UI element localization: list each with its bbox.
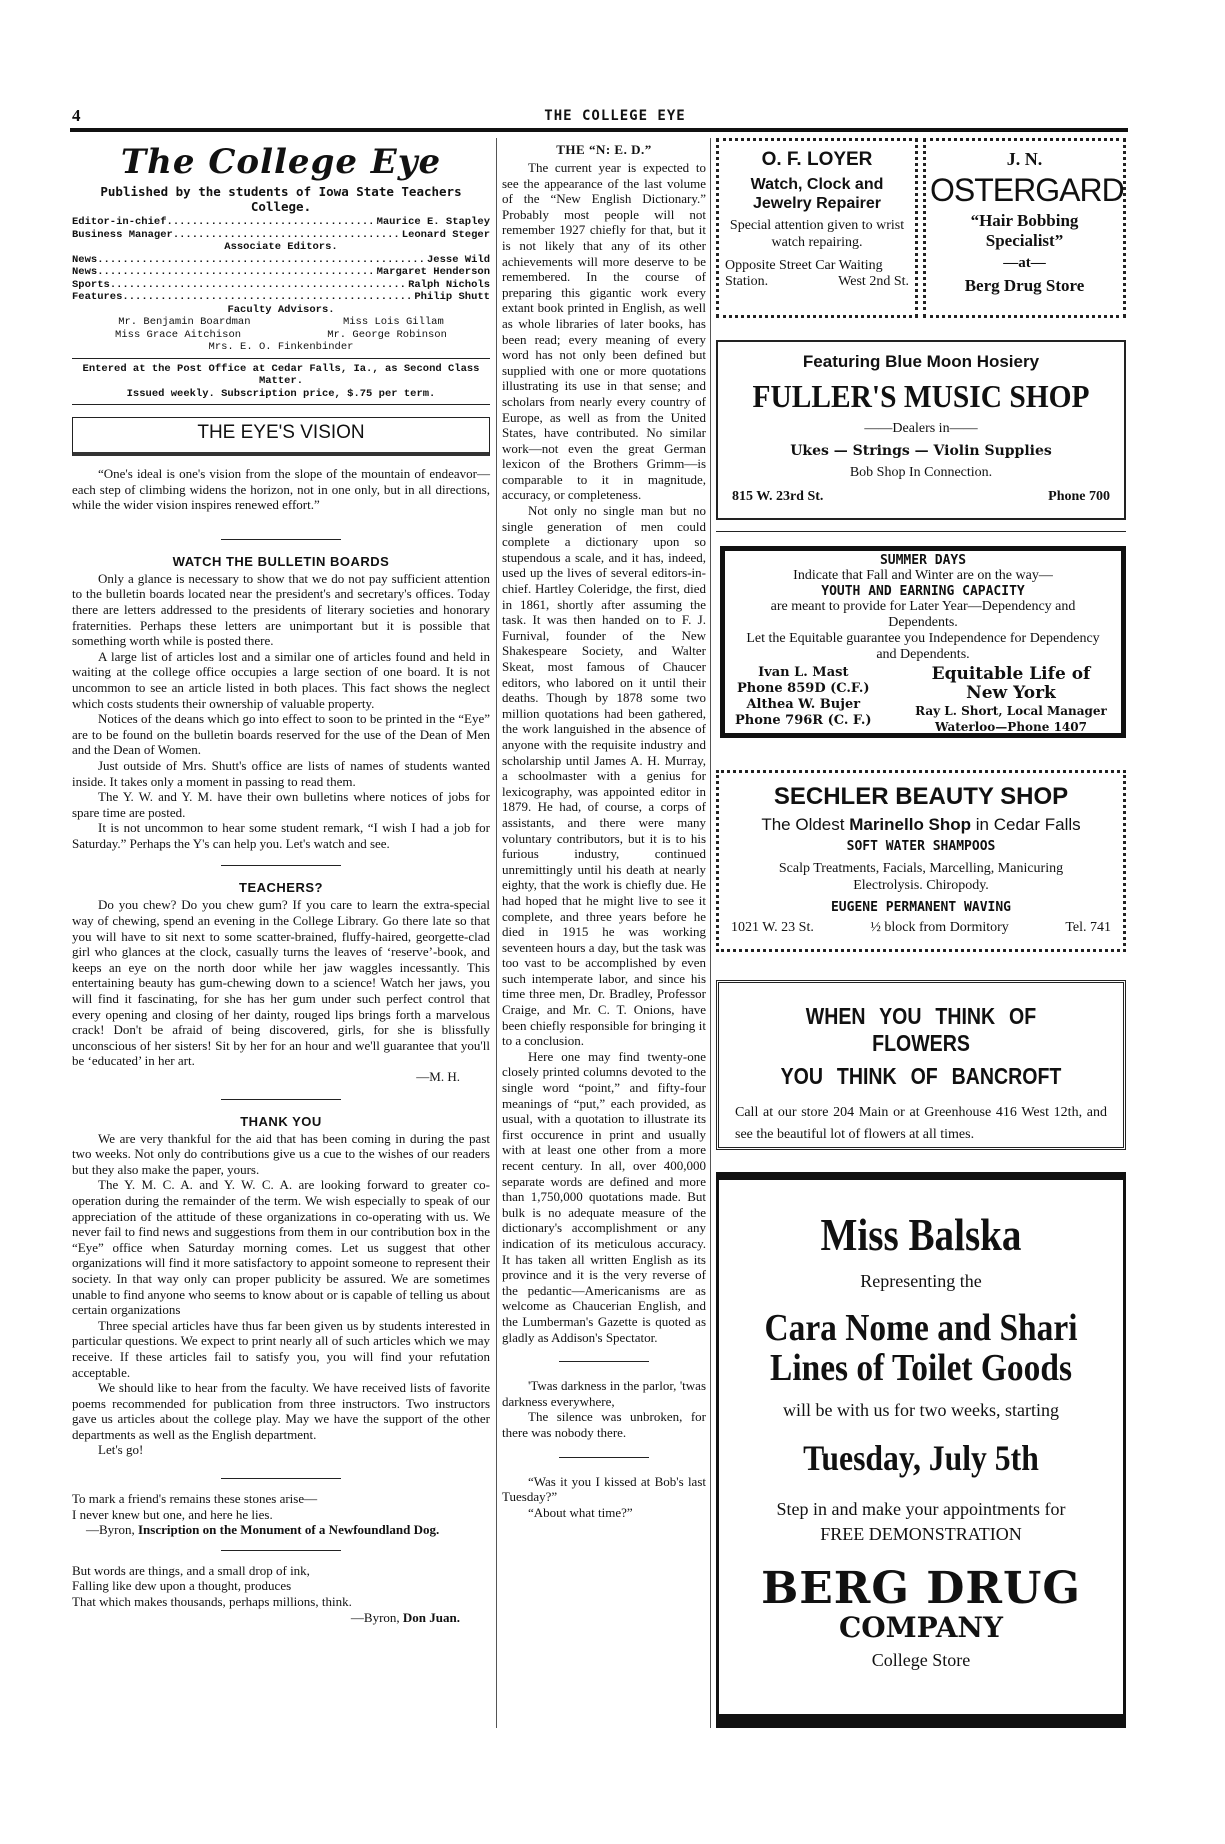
byron-verse-2: [72, 1563, 490, 1625]
paragraph: Let's go!: [98, 1442, 144, 1458]
verse-line: Falling like dew upon a thought, produces: [72, 1578, 292, 1594]
ad-bancroft: [716, 980, 1126, 1150]
staff-name: Margaret Henderson: [376, 266, 490, 278]
ad-text: Indicate that Fall and Winter are on the way—: [793, 568, 1053, 583]
paragraph: Just outside of Mrs. Shutt's office are lists of names of students wanted inside. It takes only a moment in passing to read them.: [72, 757, 490, 789]
staff-role: Editor-in-chief: [72, 216, 167, 228]
paragraph: Here one may find twenty-one closely printed columns devoted to the single word “point,” and fifty-four meanings of “put,” each provided, as usual, with a quotation to illustrate its first occurence in print and usually with at least one other from a more recent century. In all, over 400,000 separate words are defined and more than 1,750,000 quotations made. But bulk is no adequate measure of the dictionary's accomplishment or any indication of its meticulous accuracy. It has taken all written English as its province and it is the very reverse of the pedantic—Americanisms are as welcome as Chaucerian English, and the Lumberman's Gazette is quoted as gladly as Addison's Spectator.: [502, 1048, 706, 1345]
teachers-title: TEACHERS?: [239, 880, 323, 896]
agent-phone: Phone 796R (C. F.): [735, 713, 872, 728]
column-2: [502, 140, 706, 1520]
published-by: Published by the students of Iowa State Teachers College.: [100, 184, 462, 214]
staff-role: News: [72, 266, 98, 278]
advisor: Miss Grace Aitchison: [115, 328, 242, 341]
paragraph: The Y. W. and Y. M. have their own bulletins where notices of jobs for spare time are posted.: [72, 789, 490, 820]
ad-address: West 2nd St.: [838, 274, 909, 289]
ad-text: Special attention given to wrist watch repairing.: [729, 218, 905, 250]
paragraph: The Y. M. C. A. and Y. W. C. A. are looking forward to greater co-operation during the remainder of the term. We wish especially to speak of our appreciation of the attitude of these organizations in co-operating with us. We never fail to find news and suggestions from them in our contribution box in the “Eye” office when Saturday morning comes. Let us suggest that other organizations will find it more satisfactory to appoint someone to represent their society. In that way only can proper publicity be assured. We are sometimes unable to find anyone who seems to know about or is capable of telling us about certain organizations: [72, 1177, 490, 1318]
header-rule: [70, 128, 1128, 132]
ad-text: Let the Equitable guarantee you Independence for Dependency and Dependents.: [746, 631, 1100, 662]
ad-text: are meant to provide for Later Year—Dependency and Dependents.: [770, 599, 1076, 630]
attribution: —Byron,: [350, 1609, 403, 1625]
paragraph: Only a glance is necessary to show that we do not pay sufficient attention to the bulletin boards located near the president's and secretary's offices. Today there are letters addressed to the presidents of literary societies and honorary fraternities. Perhaps these letters are unimportant but it is possible that something worth while is posted there.: [72, 570, 490, 649]
staff-list: [72, 216, 490, 316]
ad-text: Scalp Treatments, Facials, Marcelling, Manicuring Electrolysis. Chiropody.: [778, 861, 1064, 893]
ad-headline: YOUTH AND EARNING CAPACITY: [821, 584, 1025, 599]
ad-trade: Watch, Clock and Jewelry Repairer: [750, 176, 884, 212]
ad-text: Marinello Shop: [849, 815, 972, 834]
ad-loyer: [716, 138, 918, 318]
ad-address: 815 W. 23rd St.: [732, 489, 824, 504]
agent-name: Althea W. Bujer: [746, 697, 861, 712]
ad-phone: Phone 700: [1048, 489, 1110, 504]
vision-quote: “One's ideal is one's vision from the slope of the mountain of endeavor—each step of climbing widens the horizon, not in one only, but in all directions, while the wider vision inspires renewed effort.”: [72, 466, 490, 513]
signature: —M. H.: [416, 1069, 460, 1084]
bulletin-title: WATCH THE BULLETIN BOARDS: [172, 553, 390, 569]
masthead-title: The College Eye: [120, 142, 442, 182]
page-number: 4: [72, 106, 81, 125]
advisors-row: [72, 341, 490, 354]
ad-text: Featuring Blue Moon Hosiery: [802, 352, 1040, 371]
associate-heading: Associate Editors.: [224, 241, 338, 253]
ad-ostergard: [923, 138, 1126, 318]
staff-name: Philip Shutt: [414, 291, 490, 303]
attribution: —Byron,: [86, 1522, 138, 1538]
joke-line: 'Twas darkness in the parlor, 'twas darkness everywhere,: [502, 1378, 706, 1409]
ad-title: SUMMER DAYS: [879, 553, 967, 568]
thanks-title: THANK YOU: [240, 1113, 322, 1129]
advisors-heading: Faculty Advisors.: [227, 303, 335, 316]
column-1: [72, 140, 490, 1625]
paragraph: We are very thankful for the aid that has been coming in during the past two weeks. Not only do contributions give us a cue to the wishes of our readers but they also make the paper, yours.: [72, 1130, 490, 1177]
ad-name: O. F. LOYER: [761, 149, 873, 170]
entered-notice: Entered at the Post Office at Cedar Falls, Ia., as Second Class Matter.: [82, 362, 480, 387]
ad-slogan: “Hair Bobbing Specialist”: [970, 211, 1079, 250]
ad-name: FULLER'S MUSIC SHOP: [752, 378, 1090, 414]
ad-address: 1021 W. 23 St.: [731, 920, 814, 935]
paragraph: The current year is expected to see the appearance of the last volume of the “New English Dictionary.” Probably most people will not remember 1927 chiefly for that, but it is not likely that any of its other achievements will more deserve to be remembered. In the course of preparing this gigantic work every extant book printed in English, as well as whole libraries of later books, has been read; every meaning of every word has not only been defined but supplied with one or more quotations illustrating its use in that sense; and scholars from nearly every country of Europe, as well as from the United States, have contributed. No similar work—not even the great German lexicon of the Brothers Grimm—is comparable to it in magnitude, accuracy, or completeness.: [502, 160, 706, 503]
staff-role: Sports: [72, 278, 110, 291]
joke-line: “About what time?”: [528, 1504, 633, 1520]
ad-balska: [716, 1172, 1126, 1728]
ad-text: Bob Shop In Connection.: [849, 465, 993, 480]
joke-line: The silence was unbroken, for there was nobody there.: [502, 1409, 706, 1440]
ad-equitable: [720, 546, 1126, 738]
ad-text: SOFT WATER SHAMPOOS: [846, 839, 996, 854]
column-divider: [496, 138, 497, 1728]
paragraph: We should like to hear from the faculty. We have received lists of favorite poems recommended for publication from three instructors. Two instructors gave us articles about the college play. May we have the support of the other departments as well as the English department.: [72, 1380, 490, 1442]
issued-notice: Issued weekly. Subscription price, $.75 per term.: [126, 387, 436, 400]
paragraph: Do you chew? Do you chew gum? If you care to learn the extra-special way of chewing, spend an evening in the College Library. Go there late so that you will have to sit next to some scatter-brained, fluffy-haired, georgette-clad girl who glances at the clock, casually turns the leaves of ‘reserve’-book, and keeps an eye on the north door while her jaw waggles incessantly. This entertaining beauty has gum-chewing down to a science! Watch her jaws, you will find it fascinating, for she has her gum under such perfect control that every opening and closing of her dainty, rouged lips brings forth a marvelous crack! Don't be afraid of being discovered, girls, for she is blissfully unconscious of her sisters! Sit by her for an hour and we'll guarantee that you'll be ‘educated’ in her art.: [72, 897, 490, 1069]
paragraph: It is not uncommon to hear some student remark, “I wish I had a job for Saturday.” Perhaps the Y's can help you. Let's watch and see.: [72, 820, 490, 851]
staff-role: News: [72, 253, 98, 266]
work-title: Don Juan.: [402, 1609, 460, 1625]
staff-name: Jesse Wild: [426, 253, 490, 266]
ad-text: —at—: [1003, 255, 1046, 271]
paragraph: Notices of the deans which go into effect to soon to be printed in the “Eye” are to be found on the bulletin boards reserved for the use of the Dean of Men and the Dean of Women.: [72, 711, 490, 758]
ad-date: Tuesday, July 5th: [803, 1438, 1039, 1478]
byron-verse-1: [72, 1491, 490, 1538]
ad-text: Representing the: [860, 1271, 982, 1291]
advisors-row: [72, 316, 490, 329]
advisor: Mr. George Robinson: [327, 328, 447, 341]
manager-phone: Waterloo—Phone 1407: [935, 720, 1087, 734]
advisor: Mr. Benjamin Boardman: [118, 316, 251, 328]
paragraph: Three special articles have thus far been given us by students interested in particular questions. We expect to print nearly all of such articles which we may receive. If these articles fail to satisfy you, you will find your refutation acceptable.: [72, 1317, 490, 1380]
verse-line: To mark a friend's remains these stones arise—: [72, 1491, 318, 1507]
ad-name: OSTERGARD: [930, 172, 1124, 208]
staff-role: Features: [72, 291, 123, 303]
ad-headline: YOU THINK OF BANCROFT: [780, 1063, 1062, 1089]
ad-name: SECHLER BEAUTY SHOP: [773, 783, 1069, 810]
ad-text: College Store: [871, 1650, 971, 1670]
advisors-row: [72, 329, 490, 342]
ad-name: Miss Balska: [820, 1209, 1022, 1260]
ad-text: J. N.: [1006, 149, 1043, 169]
ad-text: Ukes — Strings — Violin Supplies: [790, 443, 1052, 459]
advisor: Mrs. E. O. Finkenbinder: [208, 341, 354, 353]
verse-line: That which makes thousands, perhaps millions, think.: [72, 1594, 352, 1610]
manager: Ray L. Short, Local Manager: [915, 704, 1107, 718]
ad-text: The Oldest: [761, 815, 850, 834]
staff-name: Maurice E. Stapley: [376, 216, 490, 228]
ad-text: Opposite Street Car Waiting: [725, 258, 883, 273]
ad-text: will be with us for two weeks, starting: [783, 1400, 1059, 1420]
ad-text: ——Dealers in——: [864, 421, 978, 436]
ad-text: Berg Drug Store: [964, 276, 1085, 295]
paragraph: Not only no single man but no single generation of men could complete a dictionary upon so stupendous a scale, and it has, indeed, used up the lives of several editors-in-chief. Hartley Coleridge, the first, died in 1861, shortly after assuming the task. It was then handed on to F. J. Furnival, founder of the New Shakespeare Society, and Walter Skeat, most famous of Chaucer editors, who labored on it until their deaths. Though by 1878 some two million quotations had been gathered, the work languished in the absence of anyone with the requisite industry and scholarship until James A. H. Murray, a schoolmaster with a genius for lexicography, was appointed editor in 1879. He had, of course, a corps of assistants, and there were many voluntary contributors, but it is to his furious industry, continued unremittingly until his death at nearly eighty, that the work is chiefly due. He had hoped that he might live to see it complete, and three years before he died in 1915 he was working seventeen hours a day, but the task was too vast to be accomplished by even such intemperate labor, and since his time three men, Dr. Bradley, Professor Craige, and Mr. C. T. Onions, have been chiefly responsible for bringing it to a conclusion.: [502, 503, 706, 1049]
ad-phone: Tel. 741: [1065, 920, 1111, 935]
vision-title: THE EYE'S VISION: [72, 417, 490, 456]
joke-line: “Was it you I kissed at Bob's last Tuesday?”: [502, 1473, 706, 1505]
ad-text: Call at our store 204 Main or at Greenhouse 416 West 12th, and see the beautiful lot of flowers at all times.: [735, 1105, 1107, 1142]
company-name: Equitable Life of New York: [931, 664, 1091, 703]
verse-line: But words are things, and a small drop of ink,: [72, 1562, 310, 1578]
ad-fullers: [716, 340, 1126, 520]
ned-title: THE “N: E. D.”: [556, 142, 652, 157]
staff-role: Business Manager: [72, 228, 173, 241]
ad-headline: Cara Nome and Shari Lines of Toilet Goods: [764, 1307, 1078, 1389]
ad-text: Step in and make your appointments for: [776, 1499, 1066, 1519]
ad-text: in Cedar Falls: [971, 815, 1081, 834]
verse-line: I never knew but one, and here he lies.: [72, 1506, 273, 1522]
ad-headline: WHEN YOU THINK OF FLOWERS: [805, 1003, 1037, 1056]
staff-name: Leonard Steger: [401, 228, 490, 241]
staff-name: Ralph Nichols: [408, 278, 490, 291]
column-divider: [710, 138, 711, 1728]
ad-text: FREE DEMONSTRATION: [820, 1524, 1022, 1544]
work-title: Inscription on the Monument of a Newfoundland Dog.: [138, 1522, 440, 1538]
ad-sechler: [716, 770, 1126, 952]
ad-text: EUGENE PERMANENT WAVING: [830, 900, 1011, 915]
paragraph: A large list of articles lost and a similar one of articles found and held in waiting at the college office occupies a large section of one board. It is not uncommon to see an article listed in both places. This fact shows the neglect which costs students their ownership of valuable property.: [72, 648, 490, 711]
agent-phone: Phone 859D (C.F.): [737, 681, 870, 696]
company-name: COMPANY: [839, 1611, 1003, 1644]
running-head: THE COLLEGE EYE: [544, 108, 686, 124]
advisor: Miss Lois Gillam: [342, 316, 444, 328]
ad-text: Station.: [725, 274, 769, 289]
ad-text: ½ block from Dormitory: [870, 920, 1009, 935]
agent-name: Ivan L. Mast: [758, 665, 849, 680]
company-name: BERG DRUG: [761, 1563, 1081, 1614]
